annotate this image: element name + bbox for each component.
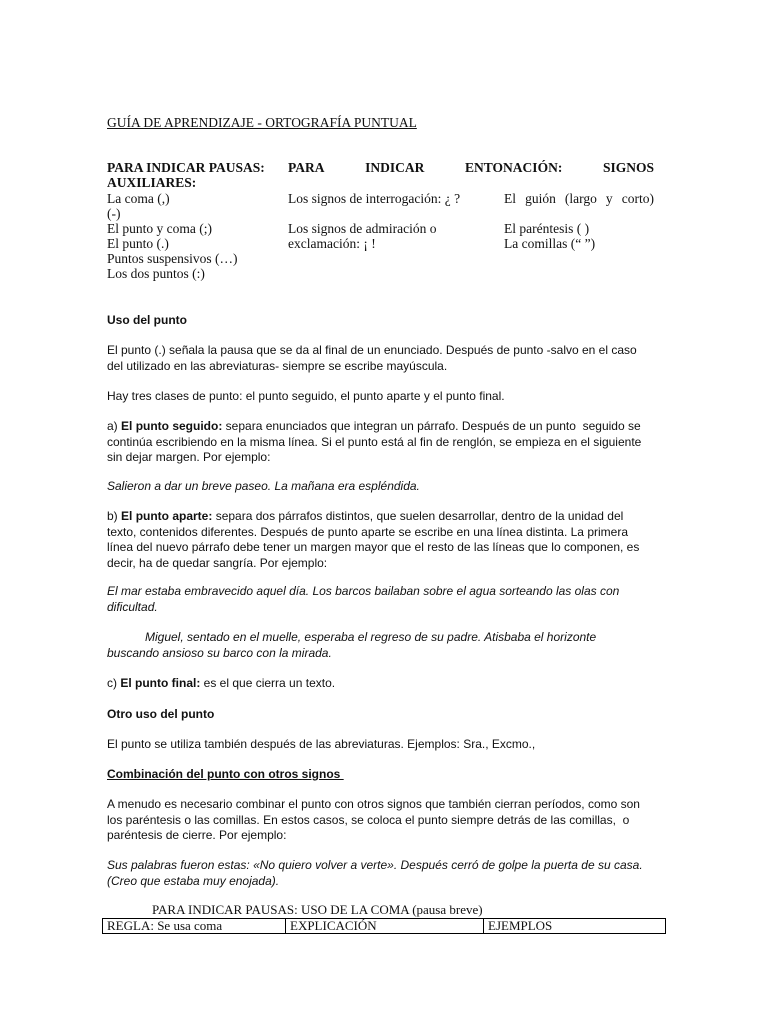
text-line: sin dejar margen. Por ejemplo: <box>107 450 271 464</box>
text-line: buscando ansioso su barco con la mirada. <box>107 645 332 660</box>
column-heading-pausas: PARA INDICAR PAUSAS: <box>107 160 265 175</box>
list-auxiliares <box>504 191 654 206</box>
table-header-cell: REGLA: Se usa coma <box>103 919 286 934</box>
text-line: del utilizado en las abreviaturas- siempre se escribe mayúscula. <box>107 358 448 373</box>
column-heading-para: PARA <box>288 160 325 175</box>
term: El punto aparte: <box>121 509 213 523</box>
example <box>107 584 657 615</box>
example <box>107 630 657 661</box>
paragraph-punto-aparte <box>107 509 657 571</box>
example: Salieron a dar un breve paseo. La mañana era espléndida. <box>107 479 420 493</box>
text-line: b) <box>107 509 122 523</box>
list-item: exclamación: ¡ ! <box>288 236 376 251</box>
text-line: A menudo es necesario combinar el punto con otros signos que también cierran períodos, como son <box>107 797 640 811</box>
list-item: Los signos de admiración o <box>288 221 437 236</box>
list-item: La coma (,) <box>107 191 170 206</box>
text-line: El mar estaba embravecido aquel día. Los barcos bailaban sobre el agua sorteando las olas con <box>107 584 620 598</box>
list-item: (-) <box>107 206 121 221</box>
section-heading: Otro uso del punto <box>107 707 215 721</box>
list-item: El punto y coma (;) <box>107 221 212 236</box>
text-line: los paréntesis o las comillas. En estos casos, se coloca el punto siempre detrás de las comillas, o <box>107 812 630 827</box>
example <box>107 858 657 889</box>
text-line: paréntesis de cierre. Por ejemplo: <box>107 828 287 842</box>
text-line: El punto (.) señala la pausa que se da al final de un enunciado. Después de punto -salvo en el caso <box>107 343 637 357</box>
section-heading: Combinación del punto con otros signos <box>107 767 344 781</box>
list-item: La comillas (“ ”) <box>504 236 596 251</box>
column-heading-signos: SIGNOS <box>602 160 654 175</box>
text-line: es el que cierra un texto. <box>200 676 336 690</box>
text-line: continúa escribiendo en la misma línea. Si el punto está al fin de renglón, se empieza en el siguiente <box>107 434 642 449</box>
text-line: separa enunciados que integran un párrafo. Después de un punto seguido se <box>222 419 641 433</box>
list-item: El punto (.) <box>107 236 169 251</box>
text-line: texto, contenidos diferentes. Después de punto aparte se escribe en una línea distinta. La primera <box>107 524 628 539</box>
text-line: Sus palabras fueron estas: «No quiero volver a verte». Después cerró de golpe la puerta de su casa. <box>107 858 643 872</box>
text-line: dificultad. <box>107 599 158 614</box>
list-item: Puntos suspensivos (…) <box>107 251 238 266</box>
section-heading: Uso del punto <box>107 313 187 327</box>
list-item: El guión (largo y corto) <box>504 191 654 206</box>
term: El punto final: <box>120 676 201 690</box>
column-heading-indicar: INDICAR <box>365 160 425 175</box>
table-caption: PARA INDICAR PAUSAS: USO DE LA COMA (pausa breve) <box>152 902 483 917</box>
text-line: separa dos párrafos distintos, que suelen desarrollar, dentro de la unidad del <box>212 509 624 523</box>
column-heading-auxiliares: AUXILIARES: <box>107 175 197 190</box>
text-line: línea del nuevo párrafo debe tener un margen mayor que el resto de las líneas que lo componen, es <box>107 540 640 554</box>
paragraph-punto-final <box>107 676 657 692</box>
list-entonacion <box>288 191 460 251</box>
paragraph: Hay tres clases de punto: el punto seguido, el punto aparte y el punto final. <box>107 389 505 403</box>
paragraph <box>107 797 657 844</box>
column-heading-entonacion: ENTONACIÓN: <box>465 160 563 175</box>
page-title: GUÍA DE APRENDIZAJE - ORTOGRAFÍA PUNTUAL <box>107 115 417 130</box>
paragraph <box>107 343 657 374</box>
text-line: c) <box>107 676 121 690</box>
paragraph-punto-seguido <box>107 419 657 466</box>
table-header-cell: EXPLICACIÓN <box>286 919 484 934</box>
table-header-cell: EJEMPLOS <box>484 919 666 934</box>
paragraph: El punto se utiliza también después de las abreviaturas. Ejemplos: Sra., Excmo., <box>107 737 536 751</box>
table-header-row <box>103 919 666 934</box>
list-pausas <box>107 191 238 281</box>
list-item: Los signos de interrogación: ¿ ? <box>288 191 461 206</box>
term: El punto seguido: <box>121 419 223 433</box>
text-line: decir, ha de quedar sangría. Por ejemplo: <box>107 555 328 570</box>
text-line: a) <box>107 419 122 433</box>
list-item: El paréntesis ( ) <box>504 221 590 236</box>
list-item: Los dos puntos (:) <box>107 266 205 281</box>
rules-table <box>102 918 666 934</box>
column-pausas <box>107 160 287 175</box>
text-line: Miguel, sentado en el muelle, esperaba el regreso de su padre. Atisbaba el horizonte <box>145 630 597 644</box>
text-line: (Creo que estaba muy enojada). <box>107 873 280 888</box>
column-entonacion <box>288 160 654 175</box>
